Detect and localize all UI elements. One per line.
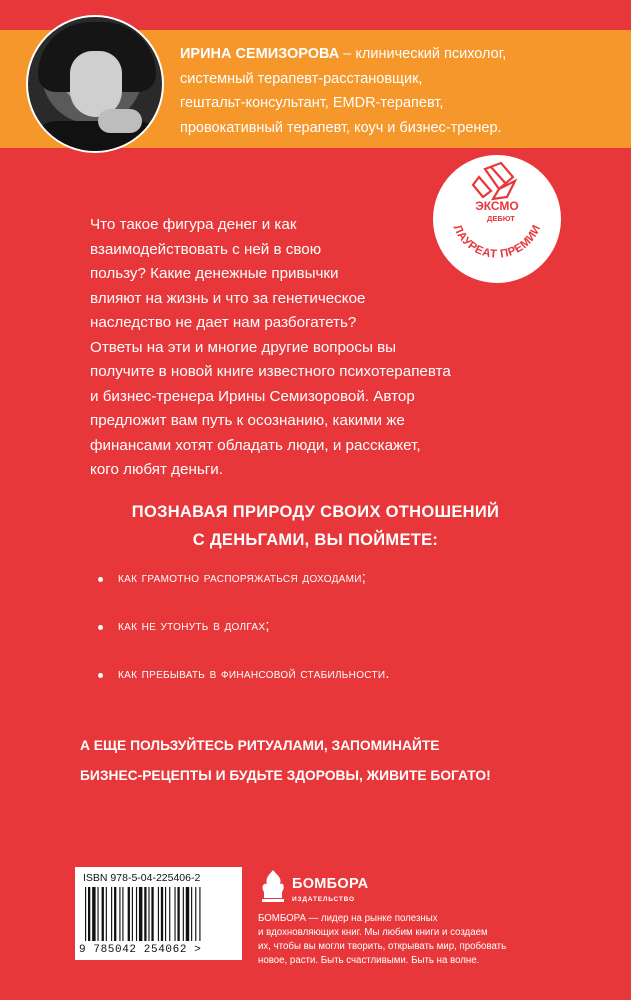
barcode-bar (158, 887, 159, 941)
barcode-bar (144, 887, 146, 941)
barcode-bar (151, 887, 153, 941)
subheading (0, 498, 631, 554)
barcode-icon (83, 887, 233, 943)
description-line: финансами хотят обладать люди, и расскажет, (90, 436, 421, 454)
barcode-bar (177, 887, 179, 941)
barcode-bar (169, 887, 170, 941)
description-line: пользу? Какие денежные привычки (90, 265, 339, 282)
description-line: взаимодействовать с ней в свою (90, 240, 322, 258)
author-bio-line: гештальт-консультант, EMDR-терапевт, (180, 95, 444, 111)
list-item-text: как пребывать в финансовой стабильности. (118, 666, 390, 682)
description-line: и бизнес-тренера Ирины Семизоровой. Автор (90, 387, 415, 405)
isbn-text: ISBN 978-5-04-225406-2 (83, 872, 201, 884)
description-line: предложит вам путь к осознанию, какими же (90, 412, 405, 429)
barcode-bar (148, 887, 149, 941)
description-line: Ответы на эти и многие другие вопросы вы (90, 338, 397, 356)
book-description (90, 213, 550, 483)
barcode-bar (186, 887, 189, 941)
barcode-bar (88, 887, 90, 941)
barcode-bar (132, 887, 133, 941)
bombora-flame-icon (258, 868, 288, 904)
call-to-action (80, 731, 580, 791)
barcode-digits: 9 785042 254062 > (79, 944, 202, 956)
publisher-name: БОМБОРА (292, 876, 369, 892)
barcode-bar (161, 887, 163, 941)
barcode-bar (195, 887, 196, 941)
publisher-description-line: и вдохновляющих книг. Мы любим книги и создаем (258, 927, 488, 938)
cta-line: БИЗНЕС-РЕЦЕПТЫ И БУДЬТЕ ЗДОРОВЫ, ЖИВИТЕ БОГАТО! (80, 768, 491, 783)
barcode-bar (114, 887, 116, 941)
badge-award-text: ЛАУРЕАТ ПРЕМИИ (450, 223, 544, 261)
barcode-bar (191, 887, 192, 941)
description-line: Что такое фигура денег и как (90, 216, 297, 233)
bullet-icon (98, 577, 103, 582)
bullet-icon (98, 673, 103, 678)
description-line: влияют на жизнь и что за генетическое (90, 289, 366, 307)
barcode-bar (85, 887, 86, 941)
publisher-description (258, 912, 558, 968)
author-name: ИРИНА СЕМИЗОРОВА (180, 46, 340, 62)
description-line: кого любят деньги. (90, 461, 224, 478)
barcode-bar (102, 887, 104, 941)
list-item-text: как не утонуть в долгах; (118, 618, 270, 634)
barcode-bar (128, 887, 130, 941)
badge-brand: ЭКСМО (475, 199, 519, 213)
barcode-bar (136, 887, 137, 941)
publisher-subtitle: ИЗДАТЕЛЬСТВО (292, 896, 355, 903)
barcode-bar (111, 887, 112, 941)
publisher-description-line: БОМБОРА — лидер на рынке полезных (258, 913, 438, 924)
badge-debut: ДЕБЮТ (487, 214, 515, 223)
barcode-bar (183, 887, 184, 941)
barcode-bar (97, 887, 98, 941)
list-item-text: как грамотно распоряжаться доходами; (118, 570, 367, 586)
barcode-bar (106, 887, 107, 941)
publisher-description-line: новое, расти. Быть счастливыми. Быть на волне. (258, 955, 480, 966)
barcode-bar (199, 887, 200, 941)
author-bio-line: – клинический психолог, (339, 46, 507, 62)
subheading-line: С ДЕНЬГАМИ, ВЫ ПОЙМЕТЕ: (192, 531, 439, 549)
author-bio-line: провокативный терапевт, коуч и бизнес-тренер. (180, 119, 502, 136)
cta-line: А ЕЩЕ ПОЛЬЗУЙТЕСЬ РИТУАЛАМИ, ЗАПОМИНАЙТЕ (80, 738, 440, 753)
barcode-bar (122, 887, 123, 941)
author-photo (26, 15, 164, 153)
barcode-bar (165, 887, 166, 941)
bullet-icon (98, 625, 103, 630)
author-bio (180, 42, 620, 140)
publisher-description-line: их, чтобы вы могли творить, открывать мир, пробовать (258, 941, 507, 952)
barcode-block (75, 867, 242, 960)
barcode-bar (139, 887, 142, 941)
description-line: наследство не дает нам разбогатеть? (90, 314, 357, 331)
description-line: получите в новой книге известного психотерапевта (90, 363, 451, 380)
barcode-bar (119, 887, 120, 941)
author-bio-line: системный терапевт-расстановщик, (180, 70, 423, 87)
barcode-bar (92, 887, 95, 941)
barcode-bar (174, 887, 175, 941)
subheading-line: ПОЗНАВАЯ ПРИРОДУ СВОИХ ОТНОШЕНИЙ (131, 503, 500, 521)
